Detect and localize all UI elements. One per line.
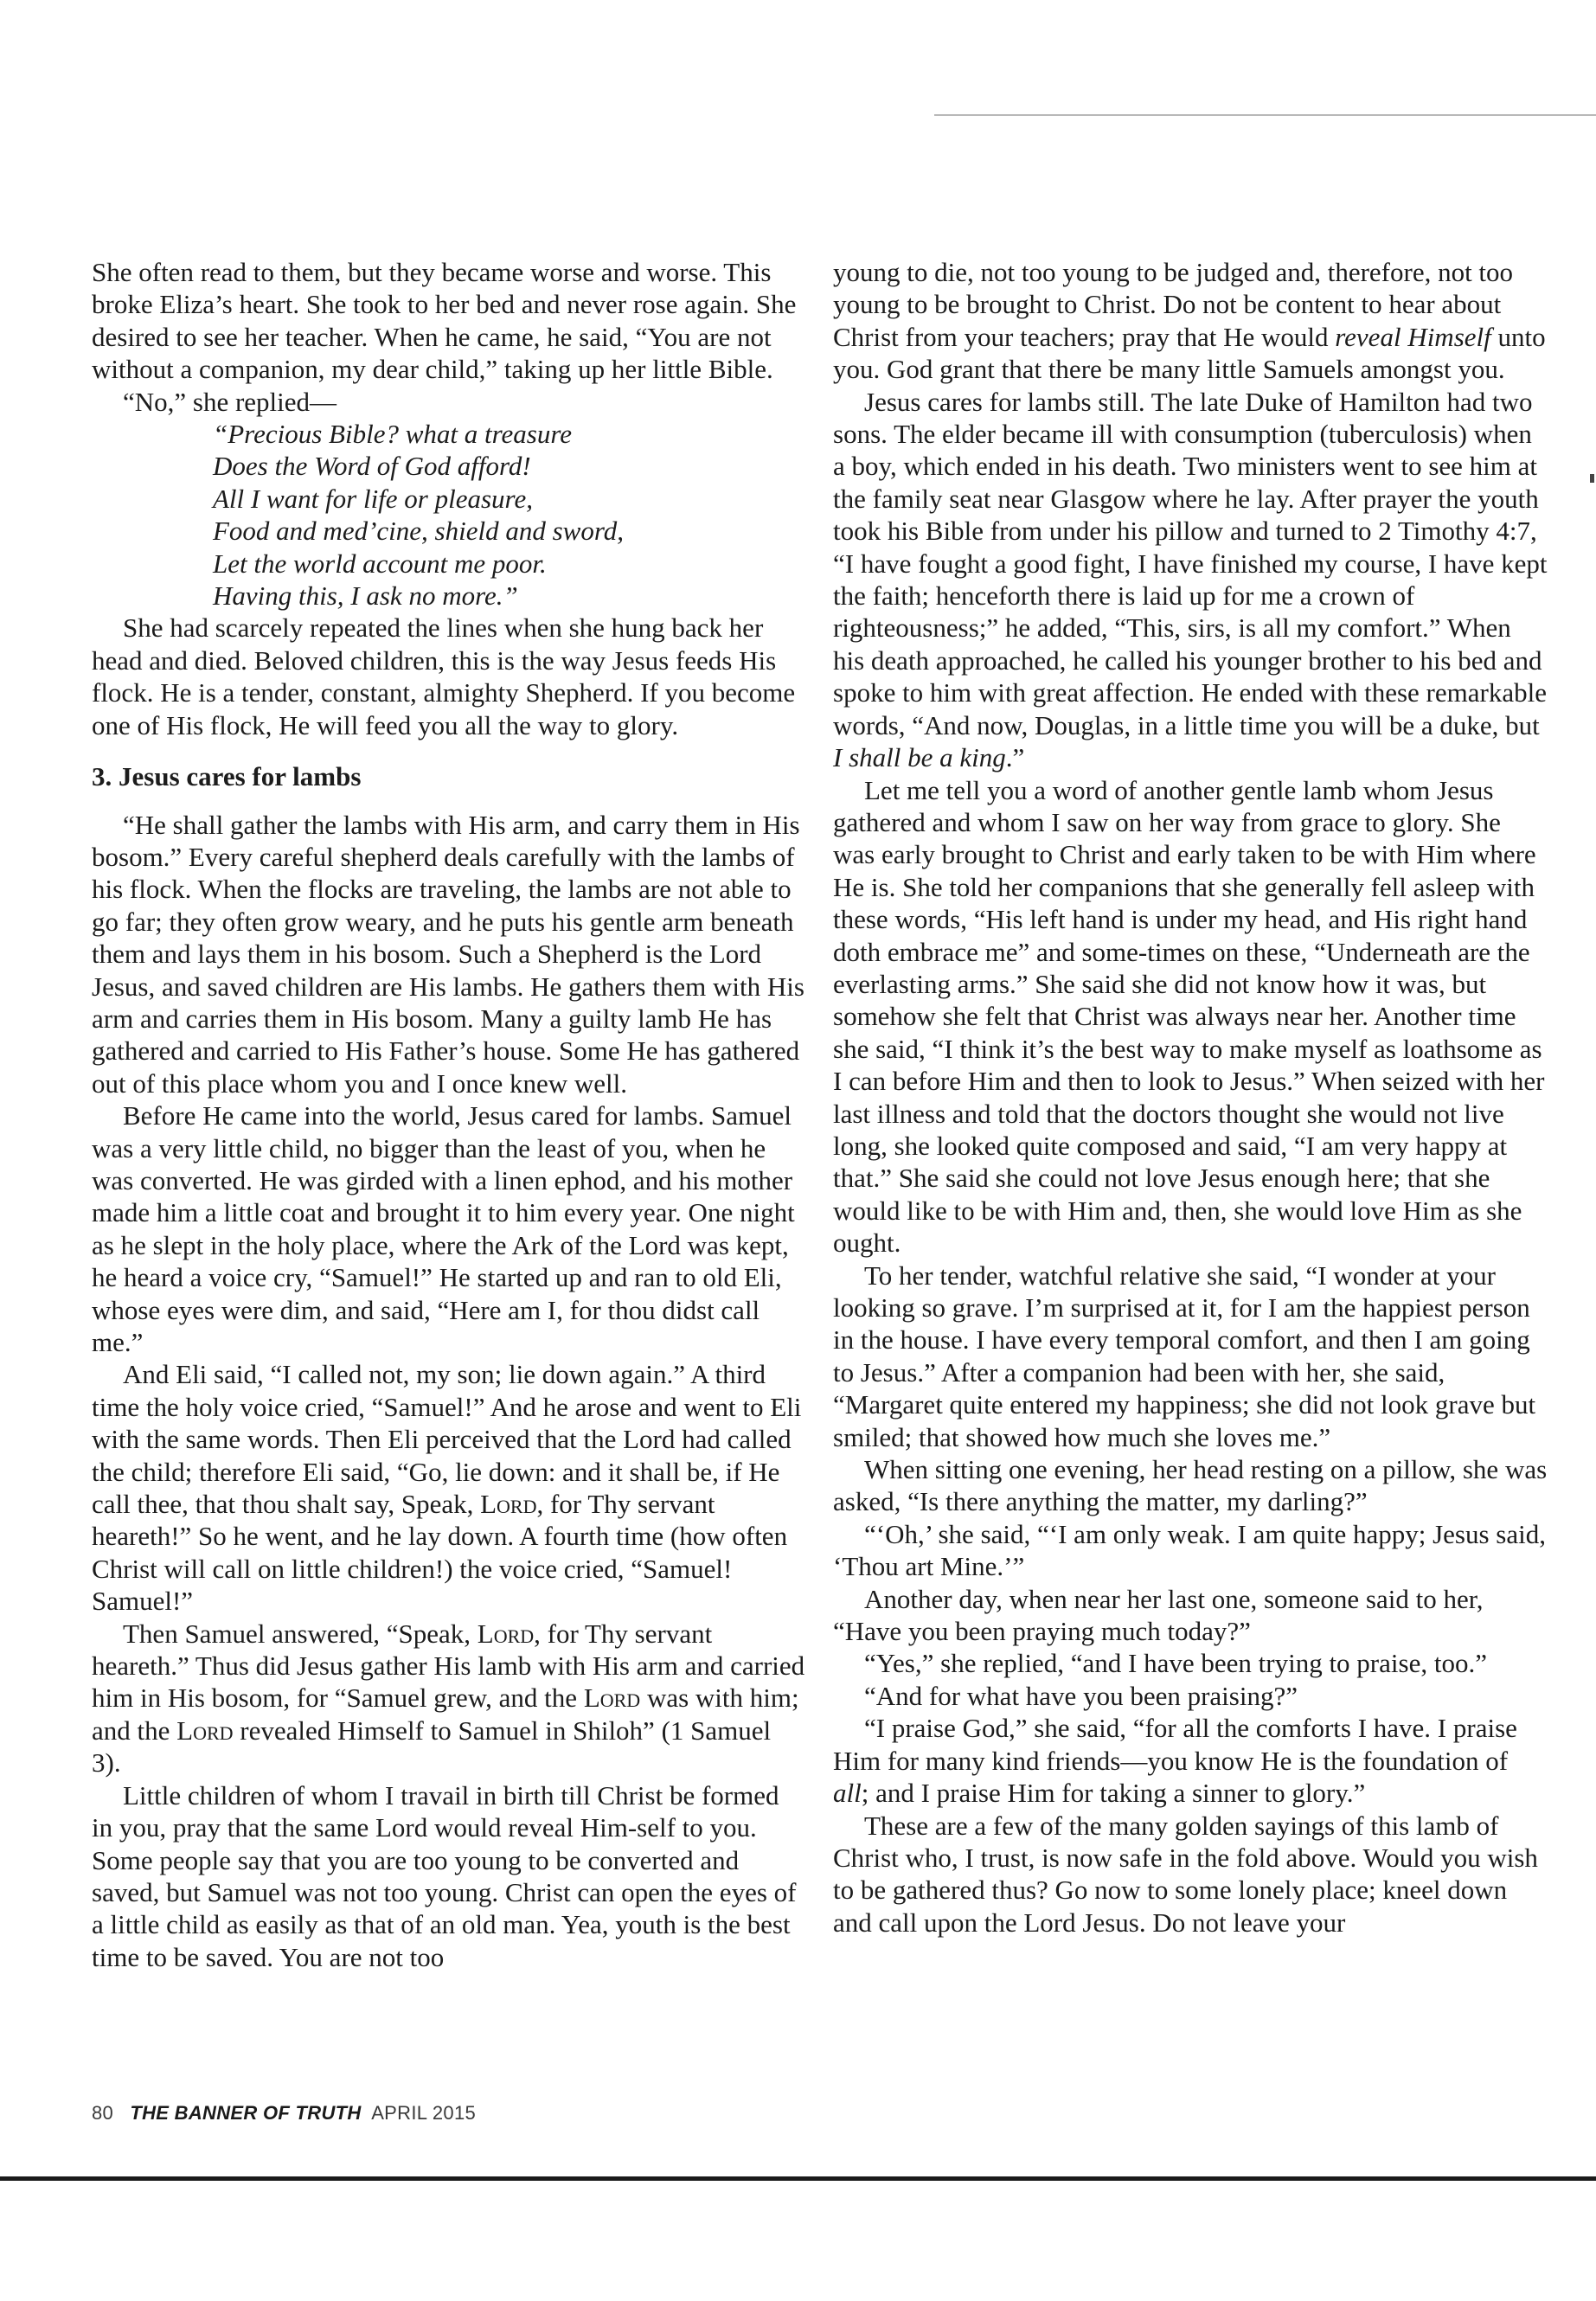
paragraph: Another day, when near her last one, someone said to her, “Have you been praying much today?” [833,1583,1484,1647]
verse-line: All I want for life or pleasure, [213,483,533,514]
text-run: And Eli said, “I called not, my son; lie down again.” A third time the holy voice cried, “Samuel!” And he arose and went to Eli with the same words. Then Eli perceived that the Lord had called the child; therefore Eli said, “Go, lie down: and it shall be, if He call thee, that thou shalt say, Speak, [92,1359,802,1520]
text-run: “I praise God,” she said, “for all the comforts I have. I praise Him for many kind friends—you know He is the foundation of [833,1713,1517,1776]
paragraph [92,1618,806,1779]
paragraph: “No,” she replied— [123,386,337,417]
verse-block [92,418,806,612]
text-run: unto you. God grant that there be many little Samuels amongst you. [833,321,1546,385]
emphasis: I shall be a king [833,742,1006,773]
paragraph: These are a few of the many golden sayings of this lamb of Christ who, I trust, is now safe in the fold above. Would you wish to be gathered thus? Go now to some lonely place; kneel down and call upon the Lord Jesus. Do not leave your [833,1810,1538,1938]
paragraph [833,1712,1548,1809]
text-run: was with him; and the [92,1682,799,1746]
page-footer [92,2102,476,2125]
paragraph [833,386,1548,774]
paragraph: To her tender, watchful relative she said, “I wonder at your looking so grave. I’m surprised at it, for I am the happiest person in the house. I have every temporal comfort, and then I am going to Jesus.” After a companion had been with her, she said, “Margaret quite entered my happiness; she did not look grave but smiled; that showed how much she loves me.” [833,1259,1536,1452]
verse-line: Having this, I ask no more.” [213,580,518,612]
left-column [92,256,806,1973]
small-caps-lord: Lord [477,1618,535,1649]
text-run: young to die, not too young to be judged and, therefore, not too young to be brought to Christ. Do not be content to hear about Christ from your teachers; pray that He would [833,257,1514,352]
verse-line: Does the Word of God afford! [213,451,531,482]
paragraph: “‘Oh,’ she said, “‘I am only weak. I am quite happy; Jesus said, ‘Thou art Mine.’” [833,1518,1546,1582]
text-run: Jesus cares for lambs still. The late Duke of Hamilton had two sons. The elder became ill with consumption (tuberculosis) when a boy, which ended in his death. Two ministers went to see him at the family seat near Glasgow where he lay. After prayer the youth took his Bible from under his pillow and turned to 2 Timothy 4:7, “I have fought a good fight, I have finished my course, I have kept the faith; henceforth there is laid up for me a crown of righteousness;” he added, “This, sirs, is all my comfort.” When his death approached, he called his younger brother to his bed and spoke to him with great affection. He ended with these remarkable words, “And now, Douglas, in a little time you will be a duke, but [833,386,1548,740]
top-rule [934,114,1596,116]
emphasis: reveal Himself [1335,321,1491,352]
paragraph: When sitting one evening, her head resting on a pillow, she was asked, “Is there anything the matter, my darling?” [833,1454,1548,1517]
paragraph [833,256,1548,386]
verse-line: Food and med’cine, shield and sword, [213,516,624,547]
verse-line: “Precious Bible? what a treasure [213,419,573,450]
text-run: , for Thy servant heareth!” So he went, and he lay down. A fourth time (how often Christ will call on little children!) the voice cried, “Samuel! Samuel!” [92,1489,788,1617]
margin-mark [1590,474,1594,483]
section-heading: 3. Jesus cares for lambs [92,761,362,792]
paragraph: “Yes,” she replied, “and I have been trying to praise, too.” [864,1648,1487,1679]
small-caps-lord: Lord [480,1489,537,1520]
bottom-rule [0,2176,1596,2181]
text-run: ; and I praise Him for taking a sinner to glory.” [861,1778,1366,1809]
paragraph: “He shall gather the lambs with His arm, and carry them in His bosom.” Every careful shepherd deals carefully with the lambs of his flock. When the flocks are traveling, the lambs are not able to go far; they often grow weary, and he puts his gentle arm beneath them and lays them in his bosom. Such a Shepherd is the Lord Jesus, and saved children are His lambs. He gathers them with His arm and carries them in His bosom. Many a guilty lamb He has gathered and carried to His Father’s house. Some He has gathered out of this place whom you and I once knew well. [92,809,804,1099]
paragraph: She had scarcely repeated the lines when she hung back her head and died. Beloved children, this is the way Jesus feeds His flock. He is a tender, constant, almighty Shepherd. If you become one of His flock, He will feed you all the way to glory. [92,612,796,740]
paragraph: Before He came into the world, Jesus cared for lambs. Samuel was a very little child, no bigger than the least of you, when he was converted. He was girded with a linen ephod, and his mother made him a little coat and brought it to him every year. One night as he slept in the holy place, where the Ark of the Lord was kept, he heard a voice cry, “Samuel!” He started up and ran to old Eli, whose eyes were dim, and said, “Here am I, for thou didst call me.” [92,1100,795,1357]
paragraph: She often read to them, but they became worse and worse. This broke Eliza’s heart. She took to her bed and never rose again. She desired to see her teacher. When he came, he said, “You are not without a companion, my dear child,” taking up her little Bible. [92,257,797,385]
page-number: 80 [92,2102,114,2124]
paragraph: “And for what have you been praising?” [864,1680,1298,1711]
paragraph: Let me tell you a word of another gentle lamb whom Jesus gathered and whom I saw on her way from grace to glory. She was early brought to Christ and early taken to be with Him where He is. She told her companions that she generally fell asleep with these words, “His left hand is under my head, and His right hand doth embrace me” and some-times on these, “Underneath are the everlasting arms.” She said she did not know how it was, but somehow she felt that Christ was always near her. Another time she said, “I think it’s the best way to make myself as loathsome as I can before Him and then to look to Jesus.” When seized with her last illness and told that the doctors thought she would not live long, she looked quite composed and said, “I am very happy at that.” She said she could not love Jesus enough here; that she would like to be with Him and, then, she would love Him as she ought. [833,774,1545,1259]
text-run: .” [1005,742,1025,773]
small-caps-lord: Lord [583,1682,641,1714]
paragraph: Little children of whom I travail in birth till Christ be formed in you, pray that the same Lord would reveal Him-self to you. Some people say that you are too young to be converted and saved, but Samuel was not too young. Christ can open the eyes of a little child as easily as that of an old man. Yea, youth is the best time to be saved. You are not too [92,1779,797,1972]
issue-date: APRIL 2015 [371,2102,477,2124]
text-run: , for Thy servant heareth.” Thus did Jesus gather His lamb with His arm and carried him in His bosom, for “Samuel grew, and the [92,1618,805,1714]
publication-name: THE BANNER OF TRUTH [130,2102,362,2124]
right-column [833,256,1548,1939]
emphasis: all [833,1778,862,1809]
text-run: revealed Himself to Samuel in Shiloh” (1 Samuel 3). [92,1715,772,1779]
small-caps-lord: Lord [176,1715,234,1746]
paragraph [92,1358,806,1617]
verse-line: Let the world account me poor. [213,548,547,579]
text-run: Then Samuel answered, “Speak, [123,1618,478,1649]
